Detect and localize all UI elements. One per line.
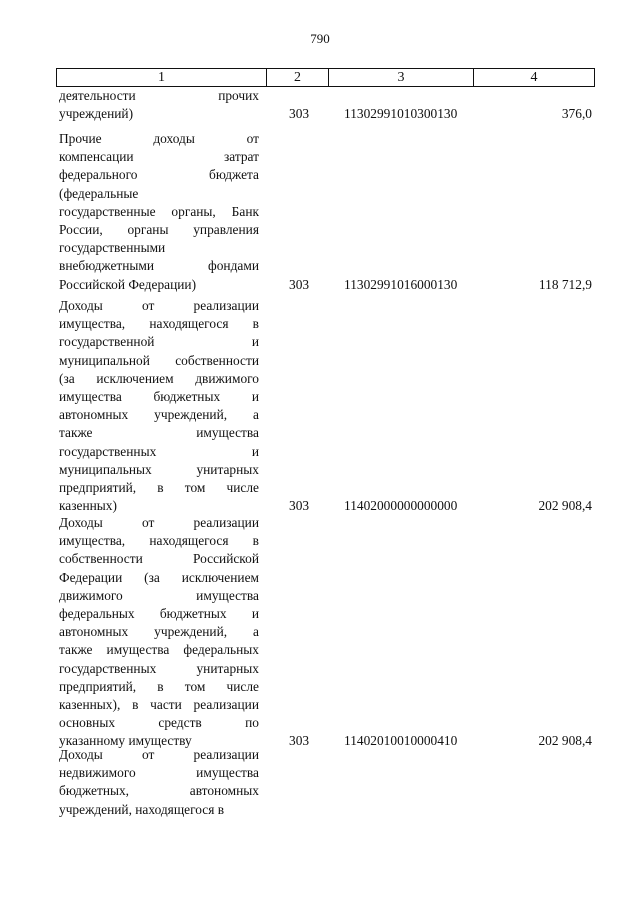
description-line: предприятий, в том числе	[59, 480, 259, 496]
description-line: Прочие доходы от	[59, 131, 259, 146]
description-line: также имущества федеральных	[59, 642, 259, 658]
row-amount: 118 712,9	[538, 276, 592, 292]
page-number: 790	[310, 31, 330, 46]
description-line: казенных), в части реализации	[59, 697, 259, 713]
description-line: государственных и	[59, 443, 259, 459]
column-header-2: 2	[267, 69, 329, 86]
description-line: Федерации (за исключением	[59, 569, 259, 585]
description-line: имущества, находящегося в	[59, 533, 259, 549]
row-admin-code: 303	[289, 498, 310, 514]
description-line: основных средств по	[59, 715, 259, 731]
row-budget-code: 11302991010300130	[344, 106, 458, 122]
description-line: муниципальной собственности	[59, 352, 259, 368]
row-description	[59, 130, 259, 294]
description-line: казенных)	[59, 498, 117, 514]
row-amount: 202 908,4	[538, 498, 592, 514]
description-line: автономных учреждений, а	[59, 407, 259, 423]
row-amount: 202 908,4	[538, 733, 592, 749]
description-line: внебюджетными фондами	[59, 258, 259, 274]
description-line: собственности Российской	[59, 551, 259, 567]
row-description	[59, 297, 259, 515]
row-budget-code: 11402010010000410	[344, 733, 458, 749]
row-amount: 376,0	[561, 106, 592, 122]
row-description	[59, 746, 259, 819]
description-line: автономных учреждений, а	[59, 624, 259, 640]
description-line: государственной и	[59, 334, 259, 350]
description-line: учреждений, находящегося в	[59, 801, 225, 817]
description-line: также имущества	[59, 425, 259, 441]
description-line: федеральных бюджетных и	[59, 606, 259, 622]
row-admin-code: 303	[289, 276, 310, 292]
description-line: имущества, находящегося в	[59, 316, 259, 332]
description-line: России, органы управления	[59, 222, 259, 238]
description-line: учреждений)	[59, 106, 134, 122]
description-line: имущества бюджетных и	[59, 389, 259, 405]
description-line: (федеральные	[59, 185, 139, 201]
row-budget-code: 11302991016000130	[344, 276, 458, 292]
table-header	[56, 68, 595, 87]
row-description	[59, 87, 259, 123]
row-description	[59, 514, 259, 751]
description-line: указанному имуществу	[59, 733, 192, 749]
description-line: Доходы от реализации	[59, 515, 259, 530]
description-line: недвижимого имущества	[59, 765, 259, 781]
row-admin-code: 303	[289, 733, 310, 749]
description-line: государственными	[59, 240, 166, 256]
description-line: федерального бюджета	[59, 167, 259, 183]
description-line: Российской Федерации)	[59, 276, 197, 292]
row-admin-code: 303	[289, 106, 310, 122]
description-line: Доходы от реализации	[59, 298, 259, 313]
description-line: бюджетных, автономных	[59, 783, 259, 799]
description-line: государственные органы, Банк	[59, 203, 259, 219]
description-line: компенсации затрат	[59, 149, 259, 165]
description-line: деятельности прочих	[59, 88, 259, 103]
description-line: движимого имущества	[59, 587, 259, 603]
column-header-1: 1	[57, 69, 267, 86]
column-header-4: 4	[530, 69, 538, 85]
description-line: (за исключением движимого	[59, 370, 259, 386]
description-line: Доходы от реализации	[59, 747, 259, 762]
description-line: предприятий, в том числе	[59, 678, 259, 694]
description-line: муниципальных унитарных	[59, 461, 259, 477]
description-line: государственных унитарных	[59, 660, 259, 676]
column-header-3: 3	[329, 69, 474, 86]
row-budget-code: 11402000000000000	[344, 498, 458, 514]
